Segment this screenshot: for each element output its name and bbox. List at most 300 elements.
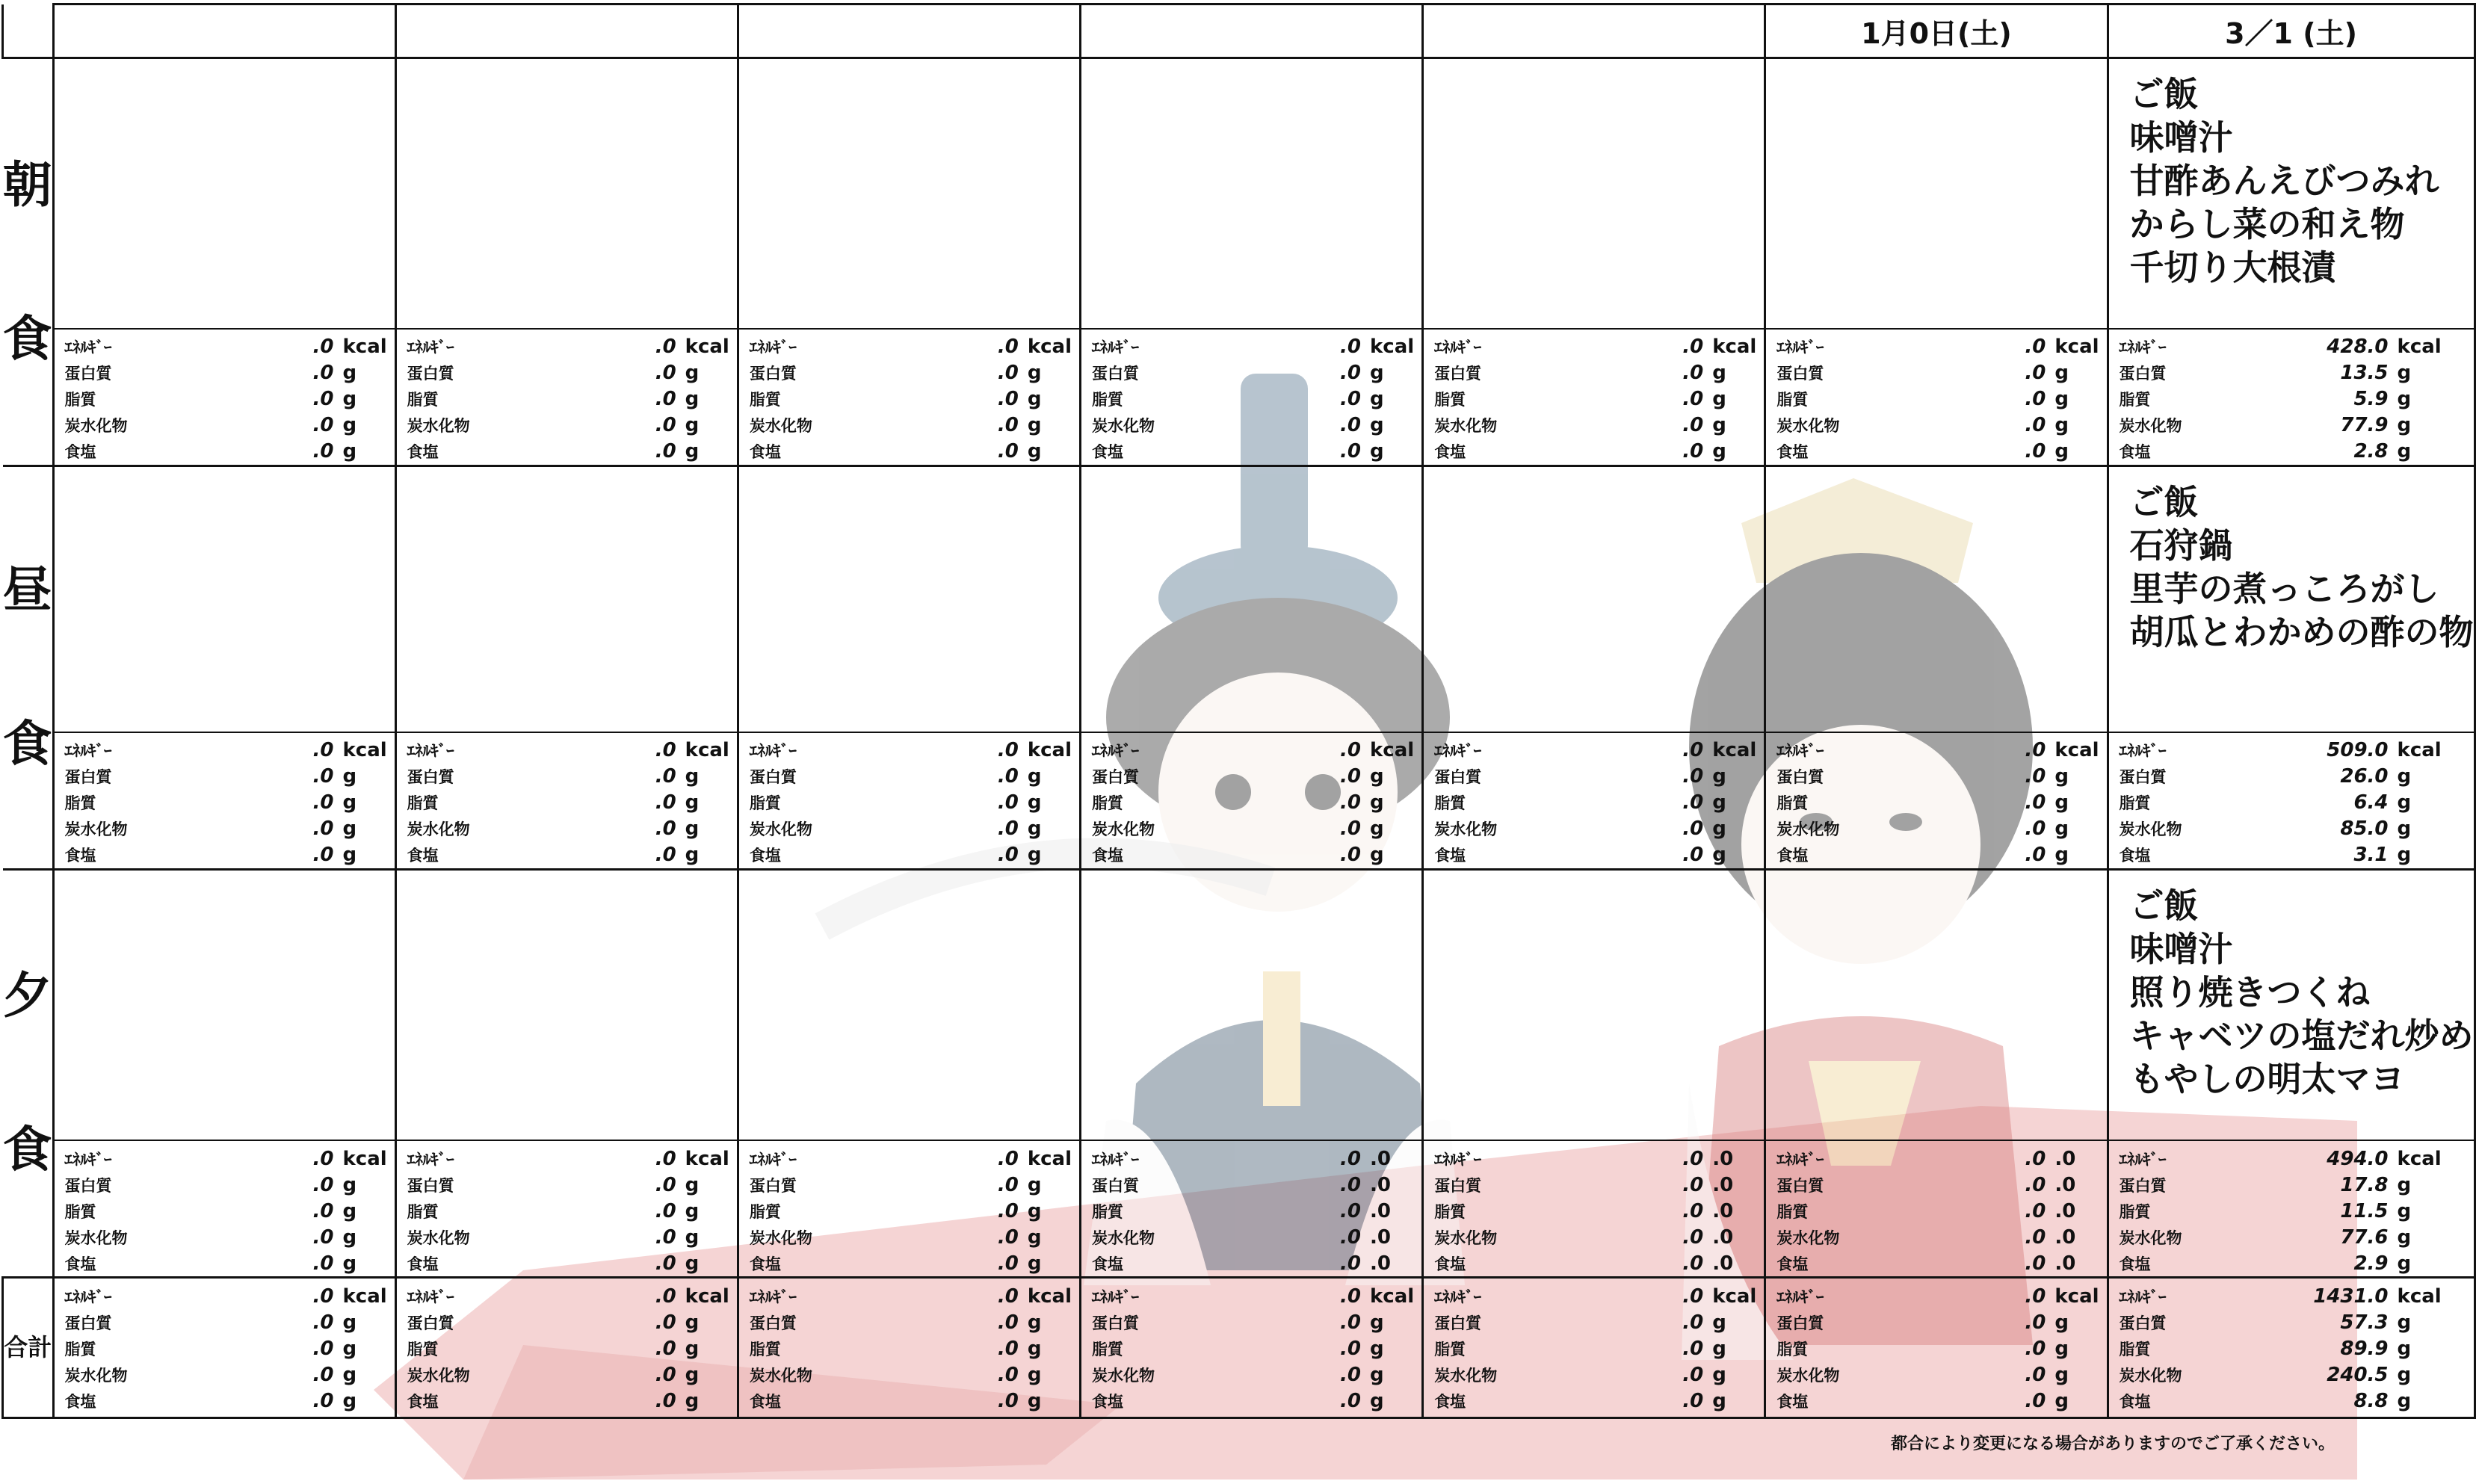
dish-item: 味噌汁 xyxy=(2129,117,2233,158)
nutrient-value: .0 xyxy=(1340,739,1362,761)
nutrient-label: 食塩 xyxy=(1092,1392,1124,1411)
nutrition-row-fat xyxy=(1776,1335,2099,1361)
date-cell xyxy=(53,4,395,58)
nutrient-value: .0 xyxy=(1340,1173,1362,1196)
nutrient-unit: g xyxy=(2397,765,2412,788)
nutrition-row-salt xyxy=(65,1388,387,1414)
nutrient-value: .0 xyxy=(312,388,334,410)
dish-item: 石狩鍋 xyxy=(2129,525,2233,566)
nutrition-row-fat xyxy=(1434,386,1756,412)
nutrient-value: .0 xyxy=(312,1363,334,1386)
nutrient-value: .0 xyxy=(1340,765,1362,788)
nutrient-label: 炭水化物 xyxy=(749,1228,812,1247)
nutrition-row-fat xyxy=(1092,1335,1414,1361)
nutrient-value: .0 xyxy=(1340,440,1362,463)
nutrient-value: 77.9 xyxy=(2340,414,2389,436)
nutrient-unit: kcal xyxy=(2054,1284,2099,1308)
nutrient-unit: g xyxy=(342,791,357,814)
nutrient-value: .0 xyxy=(1340,1311,1362,1334)
nutrient-value: .0 xyxy=(655,1389,676,1412)
nutrient-value: .0 xyxy=(312,440,334,463)
nutrient-value: .0 xyxy=(997,739,1019,761)
nutrient-label: 脂質 xyxy=(1092,794,1124,812)
nutrient-unit: .0 xyxy=(2054,1147,2076,1170)
nutrient-unit: g xyxy=(342,844,357,866)
nutrient-unit: kcal xyxy=(1712,1284,1757,1308)
nutrient-value: .0 xyxy=(1340,1284,1362,1308)
meal-label-cell xyxy=(3,58,54,466)
nutrient-value: .0 xyxy=(655,440,676,463)
nutrient-label: ｴﾈﾙｷﾞｰ xyxy=(407,1287,454,1306)
nutrient-value: .0 xyxy=(312,1337,334,1360)
nutrient-label: 食塩 xyxy=(749,1255,781,1273)
nutrient-label: 炭水化物 xyxy=(1092,1228,1155,1247)
dish-item: 照り焼きつくね xyxy=(2129,971,2371,1012)
meal-dishes-row-lunch xyxy=(3,466,2475,732)
nutrient-unit: g xyxy=(2054,1389,2069,1412)
nutrient-value: .0 xyxy=(1682,844,1704,866)
nutrient-value: .0 xyxy=(655,791,676,814)
dishes-cell xyxy=(1081,58,1423,329)
nutrient-label: 脂質 xyxy=(749,794,781,812)
nutrient-label: ｴﾈﾙｷﾞｰ xyxy=(64,742,112,760)
nutrition-cell xyxy=(2108,732,2475,870)
nutrient-unit: g xyxy=(1712,765,1726,788)
nutrient-value: .0 xyxy=(1340,1337,1362,1360)
nutrition-row-protein xyxy=(2120,1172,2466,1198)
nutrient-label: ｴﾈﾙｷﾞｰ xyxy=(1434,742,1482,760)
nutrient-unit: g xyxy=(2054,1363,2069,1386)
nutrient-value: .0 xyxy=(2025,1284,2046,1308)
nutrition-row-carbs xyxy=(407,1361,729,1388)
nutrient-value: .0 xyxy=(2025,388,2046,410)
nutrient-unit: g xyxy=(1370,817,1384,840)
nutrient-label: 食塩 xyxy=(1434,847,1466,865)
nutrition-row-salt xyxy=(407,1250,729,1276)
nutrition-row-energy xyxy=(407,1283,729,1309)
nutrient-unit: g xyxy=(2397,1173,2412,1196)
nutrient-label: 炭水化物 xyxy=(1776,1228,1840,1247)
nutrient-unit: g xyxy=(2054,388,2069,410)
nutrient-label: 蛋白質 xyxy=(1776,768,1824,786)
nutrient-label: ｴﾈﾙｷﾞｰ xyxy=(1776,1287,1824,1306)
nutrient-unit: kcal xyxy=(1712,739,1757,761)
nutrient-unit: g xyxy=(1712,1363,1726,1386)
nutrient-unit: .0 xyxy=(1370,1199,1391,1222)
nutrient-value: .0 xyxy=(997,1147,1019,1170)
nutrition-row-salt xyxy=(1776,842,2099,868)
nutrition-cell xyxy=(738,1278,1080,1418)
nutrient-value: .0 xyxy=(2025,1311,2046,1334)
nutrient-label: 炭水化物 xyxy=(749,1366,812,1385)
nutrient-label: 食塩 xyxy=(407,1255,439,1273)
nutrition-row-energy xyxy=(1434,1283,1756,1309)
nutrition-row-energy xyxy=(1434,334,1756,360)
nutrient-label: ｴﾈﾙｷﾞｰ xyxy=(1092,1287,1140,1306)
dishes-cell xyxy=(1765,869,2108,1140)
nutrition-cell xyxy=(1423,1140,1765,1278)
nutrient-label: 蛋白質 xyxy=(1434,1314,1482,1332)
nutrition-row-energy xyxy=(2120,334,2466,360)
nutrition-row-salt xyxy=(750,1250,1072,1276)
nutrient-label: ｴﾈﾙｷﾞｰ xyxy=(407,338,454,356)
nutrition-row-carbs xyxy=(407,1224,729,1250)
meal-label-char: 昼 xyxy=(2,561,52,619)
nutrient-unit: g xyxy=(342,765,357,788)
nutrient-unit: g xyxy=(1370,765,1384,788)
nutrient-value: .0 xyxy=(1340,1252,1362,1275)
nutrition-cell xyxy=(2108,329,2475,466)
dish-item: 味噌汁 xyxy=(2129,928,2233,969)
nutrient-label: ｴﾈﾙｷﾞｰ xyxy=(64,338,112,356)
nutrient-value: .0 xyxy=(997,791,1019,814)
nutrient-label: 蛋白質 xyxy=(749,365,797,383)
nutrient-label: 炭水化物 xyxy=(749,417,812,435)
nutrient-unit: g xyxy=(685,1199,700,1222)
nutrient-unit: g xyxy=(2397,362,2412,384)
nutrient-label: 蛋白質 xyxy=(749,1314,797,1332)
nutrient-label: 炭水化物 xyxy=(2119,1228,2182,1247)
nutrient-label: 炭水化物 xyxy=(749,820,812,838)
nutrient-unit: g xyxy=(1027,1337,1042,1360)
nutrient-unit: g xyxy=(685,817,700,840)
nutrient-label: 食塩 xyxy=(1092,1255,1124,1273)
nutrient-unit: .0 xyxy=(1712,1199,1734,1222)
nutrient-unit: g xyxy=(685,1363,700,1386)
dishes-cell xyxy=(53,869,395,1140)
dishes-cell xyxy=(1423,58,1765,329)
nutrient-unit: .0 xyxy=(2054,1225,2076,1249)
nutrition-row-salt xyxy=(1434,1388,1756,1414)
nutrition-row-carbs xyxy=(1776,816,2099,842)
nutrition-cell xyxy=(53,329,395,466)
nutrition-cell xyxy=(1423,1278,1765,1418)
nutrition-cell xyxy=(53,732,395,870)
nutrient-value: .0 xyxy=(2025,1225,2046,1249)
nutrient-unit: g xyxy=(2054,1311,2069,1334)
nutrient-unit: g xyxy=(1370,1389,1384,1412)
nutrient-label: 炭水化物 xyxy=(2119,1366,2182,1385)
meal-label-char: 食 xyxy=(2,715,52,773)
nutrient-label: ｴﾈﾙｷﾞｰ xyxy=(407,1150,454,1169)
nutrient-unit: g xyxy=(685,1389,700,1412)
nutrient-value: .0 xyxy=(997,388,1019,410)
menu-table xyxy=(1,3,2476,1419)
nutrition-row-protein xyxy=(1092,360,1414,386)
nutrition-row-energy xyxy=(407,1146,729,1172)
nutrient-value: .0 xyxy=(1340,1363,1362,1386)
nutrient-label: ｴﾈﾙｷﾞｰ xyxy=(2119,742,2167,760)
nutrient-label: 蛋白質 xyxy=(1776,1176,1824,1195)
nutrient-value: .0 xyxy=(655,1225,676,1249)
dishes-cell xyxy=(395,466,738,732)
nutrient-label: 蛋白質 xyxy=(1092,365,1140,383)
nutrient-value: .0 xyxy=(2025,1173,2046,1196)
nutrition-row-salt xyxy=(2120,1250,2466,1276)
nutrient-label: 脂質 xyxy=(2119,1202,2151,1221)
nutrition-row-fat xyxy=(1434,1198,1756,1224)
nutrient-unit: kcal xyxy=(342,336,387,358)
nutrient-value: .0 xyxy=(2025,414,2046,436)
nutrient-label: 蛋白質 xyxy=(1092,1314,1140,1332)
nutrition-row-energy xyxy=(65,334,387,360)
nutrient-unit: g xyxy=(1027,1199,1042,1222)
nutrient-value: .0 xyxy=(655,1252,676,1275)
nutrition-row-energy xyxy=(1776,1283,2099,1309)
nutrition-row-energy xyxy=(407,738,729,764)
nutrient-label: ｴﾈﾙｷﾞｰ xyxy=(64,1150,112,1169)
nutrient-unit: g xyxy=(1712,791,1726,814)
nutrient-value: 13.5 xyxy=(2340,362,2389,384)
nutrient-unit: kcal xyxy=(2397,1147,2442,1170)
nutrition-row-protein xyxy=(65,764,387,790)
nutrition-row-carbs xyxy=(1434,1224,1756,1250)
nutrient-label: 蛋白質 xyxy=(2119,1314,2167,1332)
dishes-cell xyxy=(738,869,1080,1140)
nutrition-cell xyxy=(738,329,1080,466)
nutrient-value: .0 xyxy=(2025,362,2046,384)
nutrient-label: 蛋白質 xyxy=(64,768,112,786)
nutrition-row-energy xyxy=(750,738,1072,764)
nutrition-row-carbs xyxy=(750,816,1072,842)
nutrient-label: 炭水化物 xyxy=(1776,820,1840,838)
nutrient-value: .0 xyxy=(997,414,1019,436)
nutrition-row-protein xyxy=(2120,1309,2466,1335)
nutrient-unit: g xyxy=(1370,791,1384,814)
nutrition-row-fat xyxy=(1434,1335,1756,1361)
nutrient-unit: g xyxy=(2397,817,2412,840)
nutrient-label: 脂質 xyxy=(1776,1202,1809,1221)
nutrient-unit: g xyxy=(2397,1225,2412,1249)
dish-item: ご飯 xyxy=(2129,482,2199,522)
nutrition-row-fat xyxy=(2120,386,2466,412)
nutrition-row-carbs xyxy=(1434,1361,1756,1388)
nutrient-unit: kcal xyxy=(685,739,729,761)
nutrition-cell xyxy=(738,732,1080,870)
nutrient-value: .0 xyxy=(2025,1252,2046,1275)
nutrient-value: .0 xyxy=(997,362,1019,384)
nutrition-row-carbs xyxy=(1776,1361,2099,1388)
nutrition-row-salt xyxy=(407,1388,729,1414)
nutrient-value: 11.5 xyxy=(2340,1199,2389,1222)
nutrition-row-energy xyxy=(750,1283,1072,1309)
nutrient-value: .0 xyxy=(2025,739,2046,761)
nutrient-value: .0 xyxy=(997,1225,1019,1249)
nutrition-row-fat xyxy=(407,1198,729,1224)
nutrient-label: 蛋白質 xyxy=(2119,768,2167,786)
nutrition-row-salt xyxy=(2120,842,2466,868)
nutrient-value: .0 xyxy=(997,1252,1019,1275)
nutrient-label: 食塩 xyxy=(1776,847,1809,865)
nutrient-label: 脂質 xyxy=(2119,1340,2151,1358)
dishes-cell xyxy=(1765,466,2108,732)
nutrient-value: .0 xyxy=(2025,791,2046,814)
dish-item: 千切り大根漬 xyxy=(2129,247,2336,288)
nutrition-row-salt xyxy=(1776,439,2099,465)
nutrition-row-energy xyxy=(1092,334,1414,360)
meal-label-char: 計 xyxy=(28,1333,52,1362)
nutrient-value: .0 xyxy=(1682,791,1704,814)
nutrient-value: 8.8 xyxy=(2353,1389,2389,1412)
dishes-cell xyxy=(1423,869,1765,1140)
nutrition-row-protein xyxy=(407,360,729,386)
nutrition-row-carbs xyxy=(2120,412,2466,439)
nutrient-value: .0 xyxy=(2025,1199,2046,1222)
nutrient-label: 炭水化物 xyxy=(1434,417,1498,435)
nutrition-row-protein xyxy=(1776,1172,2099,1198)
nutrition-row-energy xyxy=(2120,738,2466,764)
nutrient-unit: g xyxy=(1370,440,1384,463)
nutrient-label: 脂質 xyxy=(749,1202,781,1221)
nutrient-value: .0 xyxy=(2025,1337,2046,1360)
date-cell xyxy=(1765,4,2108,58)
nutrient-unit: g xyxy=(1027,817,1042,840)
nutrient-value: .0 xyxy=(2025,1363,2046,1386)
nutrient-label: ｴﾈﾙｷﾞｰ xyxy=(1776,338,1824,356)
nutrient-label: 炭水化物 xyxy=(1776,417,1840,435)
nutrient-label: 脂質 xyxy=(64,794,96,812)
nutrient-value: .0 xyxy=(312,1199,334,1222)
nutrient-value: .0 xyxy=(1682,1311,1704,1334)
dish-item: 胡瓜とわかめの酢の物 xyxy=(2129,612,2474,652)
nutrition-row-carbs xyxy=(2120,1361,2466,1388)
nutrition-row-salt xyxy=(1092,1250,1414,1276)
meal-label-char: 食 xyxy=(2,1121,52,1179)
nutrient-unit: g xyxy=(685,1173,700,1196)
meal-nutrition-row-lunch xyxy=(3,732,2475,870)
nutrient-label: 蛋白質 xyxy=(407,1176,454,1195)
nutrient-label: 食塩 xyxy=(2119,1392,2151,1411)
nutrient-value: .0 xyxy=(312,1311,334,1334)
nutrient-value: .0 xyxy=(655,414,676,436)
nutrient-unit: g xyxy=(2054,362,2069,384)
nutrient-unit: kcal xyxy=(1370,1284,1415,1308)
nutrient-value: .0 xyxy=(1340,1199,1362,1222)
nutrition-cell xyxy=(1081,732,1423,870)
meal-dishes-row-breakfast xyxy=(3,58,2475,329)
nutrition-row-carbs xyxy=(1434,816,1756,842)
dishes-cell xyxy=(53,466,395,732)
nutrition-row-protein xyxy=(1776,764,2099,790)
nutrient-unit: g xyxy=(2397,1363,2412,1386)
dish-item: 甘酢あんえびつみれ xyxy=(2129,161,2439,201)
nutrient-value: .0 xyxy=(655,844,676,866)
date-cell xyxy=(738,4,1080,58)
meal-label-cell xyxy=(3,869,54,1278)
nutrient-label: ｴﾈﾙｷﾞｰ xyxy=(1776,1150,1824,1169)
nutrition-row-fat xyxy=(2120,1335,2466,1361)
nutrition-row-carbs xyxy=(1092,1224,1414,1250)
nutrition-cell xyxy=(1765,1140,2108,1278)
dishes-cell xyxy=(2108,58,2475,329)
nutrient-label: 炭水化物 xyxy=(1092,820,1155,838)
nutrition-cell xyxy=(395,732,738,870)
nutrient-unit: g xyxy=(1712,1311,1726,1334)
nutrient-label: 脂質 xyxy=(64,391,96,409)
nutrient-value: 85.0 xyxy=(2340,817,2389,840)
nutrient-label: ｴﾈﾙｷﾞｰ xyxy=(2119,1150,2167,1169)
nutrition-row-protein xyxy=(1434,1172,1756,1198)
nutrient-value: 1431.0 xyxy=(2313,1284,2389,1308)
nutrient-unit: g xyxy=(1027,440,1042,463)
nutrition-row-energy xyxy=(750,334,1072,360)
nutrition-cell xyxy=(2108,1140,2475,1278)
nutrient-unit: g xyxy=(1370,414,1384,436)
nutrient-label: 食塩 xyxy=(749,847,781,865)
nutrient-label: 脂質 xyxy=(407,1340,439,1358)
nutrition-row-salt xyxy=(1092,1388,1414,1414)
nutrient-label: 脂質 xyxy=(407,1202,439,1221)
nutrient-unit: g xyxy=(1027,1311,1042,1334)
nutrient-unit: kcal xyxy=(1027,1284,1072,1308)
nutrition-row-fat xyxy=(750,1335,1072,1361)
nutrient-unit: g xyxy=(2054,791,2069,814)
nutrition-row-salt xyxy=(2120,1388,2466,1414)
nutrient-label: 脂質 xyxy=(749,1340,781,1358)
nutrient-unit: g xyxy=(2397,791,2412,814)
nutrition-row-carbs xyxy=(1434,412,1756,439)
nutrient-value: .0 xyxy=(1682,1199,1704,1222)
nutrient-unit: g xyxy=(1027,362,1042,384)
nutrient-unit: .0 xyxy=(1370,1173,1391,1196)
nutrient-value: .0 xyxy=(1340,1147,1362,1170)
nutrition-row-fat xyxy=(1092,790,1414,816)
nutrient-unit: g xyxy=(2054,1337,2069,1360)
nutrition-row-salt xyxy=(407,842,729,868)
nutrient-value: .0 xyxy=(655,1284,676,1308)
nutrition-row-salt xyxy=(1776,1388,2099,1414)
nutrient-unit: g xyxy=(1712,388,1726,410)
nutrient-label: 脂質 xyxy=(1776,1340,1809,1358)
nutrient-label: 蛋白質 xyxy=(407,768,454,786)
nutrition-row-energy xyxy=(1092,1146,1414,1172)
nutrient-label: 蛋白質 xyxy=(64,1176,112,1195)
nutrition-row-carbs xyxy=(65,1361,387,1388)
nutrition-cell xyxy=(1765,732,2108,870)
nutrition-row-salt xyxy=(750,842,1072,868)
nutrient-unit: g xyxy=(2397,1199,2412,1222)
nutrition-row-carbs xyxy=(750,1224,1072,1250)
nutrient-value: .0 xyxy=(1340,1389,1362,1412)
nutrient-label: 脂質 xyxy=(407,794,439,812)
nutrient-label: 脂質 xyxy=(1776,794,1809,812)
nutrient-value: .0 xyxy=(312,1225,334,1249)
nutrient-unit: g xyxy=(1370,1337,1384,1360)
nutrition-row-protein xyxy=(65,1172,387,1198)
nutrition-row-carbs xyxy=(65,1224,387,1250)
nutrition-row-protein xyxy=(65,1309,387,1335)
nutrient-value: 5.9 xyxy=(2353,388,2389,410)
dishes-cell xyxy=(2108,869,2475,1140)
nutrient-unit: kcal xyxy=(2054,739,2099,761)
nutrition-row-fat xyxy=(2120,790,2466,816)
nutrient-unit: g xyxy=(2054,817,2069,840)
nutrient-label: 脂質 xyxy=(2119,794,2151,812)
nutrition-row-fat xyxy=(750,790,1072,816)
nutrient-unit: g xyxy=(685,1252,700,1275)
nutrient-label: 蛋白質 xyxy=(1434,1176,1482,1195)
nutrient-label: ｴﾈﾙｷﾞｰ xyxy=(2119,1287,2167,1306)
nutrient-value: 89.9 xyxy=(2340,1337,2389,1360)
nutrient-unit: g xyxy=(342,388,357,410)
nutrient-value: .0 xyxy=(1340,414,1362,436)
nutrition-row-protein xyxy=(1434,360,1756,386)
nutrient-value: .0 xyxy=(1682,1225,1704,1249)
nutrient-value: .0 xyxy=(997,1389,1019,1412)
nutrition-row-protein xyxy=(750,360,1072,386)
nutrient-label: 食塩 xyxy=(64,443,96,461)
nutrient-label: 脂質 xyxy=(1092,1202,1124,1221)
